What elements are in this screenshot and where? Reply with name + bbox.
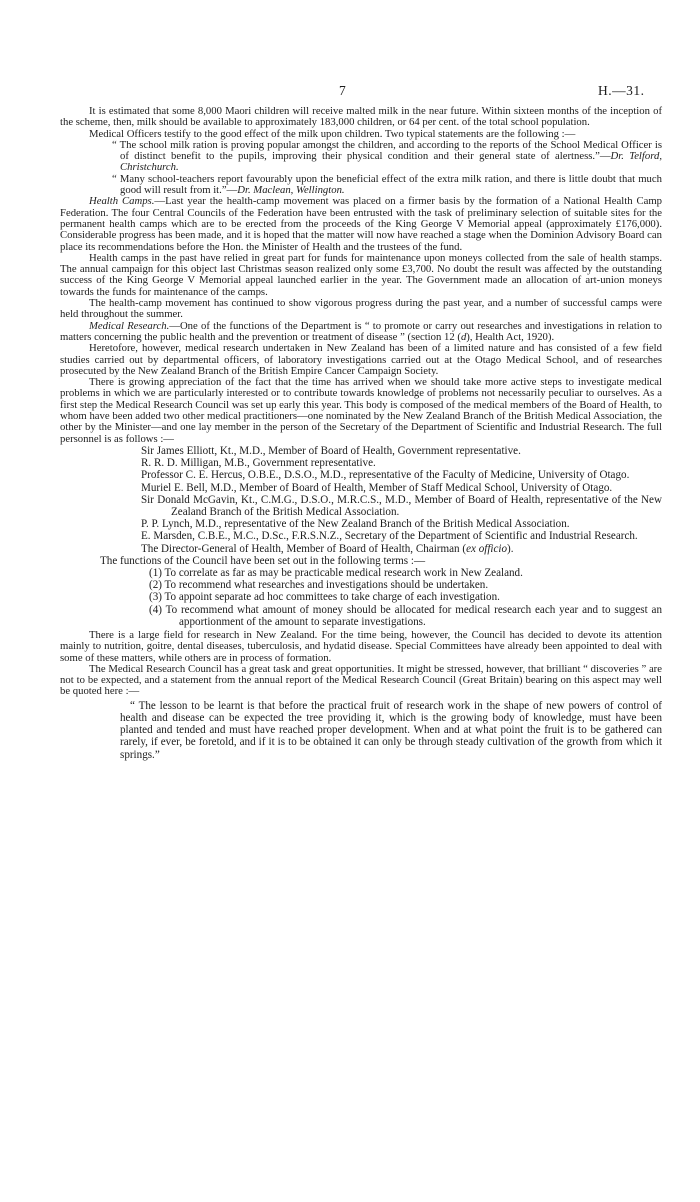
paragraph-large-field: There is a large field for research in New Zealand. For the time being, however, the Council has decided to devote its attention mainly to nutrition, goitre, dental diseases, tuberculosis, and hydatid disease. Special Committees have already been appointed to deal with some of these matters, while others are in process of formation. bbox=[60, 628, 662, 664]
paragraph-health-camp-progress: The health-camp movement has continued to show vigorous progress during the past year, and a number of successful camps were held throughout the summer. bbox=[60, 297, 662, 321]
page-header bbox=[0, 83, 700, 103]
paragraph-medical-research bbox=[60, 321, 662, 344]
paragraph-heretofore: Heretofore, however, medical research undertaken in New Zealand has been of a limited nature and has consisted of a few field studies carried out by departmental officers, of laboratory investigations carried out at the Otago Medical School, and of researches prosecuted by the New Zealand Branch of the British Empire Cancer Campaign Society. bbox=[60, 342, 662, 377]
quote-telford-text: “ The school milk ration is proving popular amongst the children, and according to the reports of the School Medical Officer is of distinct benefit to the pupils, improving their physical condition and their general state of alertness.”— bbox=[112, 138, 662, 163]
list-item: (4) To recommend what amount of money should be allocated for medical research each year and to suggest an apportionment of the amount to separate investigations. bbox=[149, 603, 662, 628]
paragraph-great-task: The Medical Research Council has a great task and great opportunities. It might be stressed, however, that brilliant “ discoveries ” are not to be expected, and a statement from the annual report of the Medical Research Council (Great Britain) bearing on this aspect may well be quoted here :— bbox=[60, 662, 662, 698]
list-item: Sir James Elliott, Kt., M.D., Member of Board of Health, Government representative. bbox=[141, 444, 521, 457]
ex-officio: ex officio bbox=[466, 542, 508, 555]
quote-maclean-author: Dr. Maclean, Wellington. bbox=[237, 184, 345, 197]
list-item: Professor C. E. Hercus, O.B.E., D.S.O., M.D., representative of the Faculty of Medicine, University of Otago. bbox=[141, 469, 630, 482]
quote-maclean bbox=[112, 172, 662, 197]
list-item: (3) To appoint separate ad hoc committees to take charge of each investigation. bbox=[149, 591, 500, 604]
functions-intro: The functions of the Council have been set out in the following terms :— bbox=[100, 554, 426, 567]
list-item: Muriel E. Bell, M.D., Member of Board of Health, Member of Staff Medical School, University of Otago. bbox=[141, 481, 613, 494]
paragraph-maori-milk: It is estimated that some 8,000 Maori children will receive malted milk in the near future. Within sixteen months of the inception of the scheme, then, milk should be available to approximately 183,000 children, or 64 per cent. of the total school population. bbox=[60, 105, 662, 129]
quote-telford-author: Dr. Telford, Christchurch. bbox=[120, 150, 662, 174]
quote-maclean-text: “ Many school-teachers report favourably upon the beneficial effect of the extra milk ration, and there is little doubt that much good will result from it.”— bbox=[112, 172, 662, 197]
personnel-list bbox=[141, 445, 662, 555]
chairman-text-end: ). bbox=[507, 542, 514, 555]
list-item bbox=[141, 543, 662, 555]
paragraph-health-camps bbox=[60, 196, 662, 252]
list-item: (2) To recommend what researches and investigations should be undertaken. bbox=[149, 579, 489, 592]
list-item: R. R. D. Milligan, M.B., Government representative. bbox=[141, 457, 376, 470]
page-body bbox=[60, 106, 662, 761]
medical-research-heading: Medical Research. bbox=[89, 319, 170, 332]
list-item: (1) To correlate as far as may be practicable medical research work in New Zealand. bbox=[149, 566, 523, 579]
paragraph-health-stamps: Health camps in the past have relied in great part for funds for maintenance upon moneys collected from the sale of health stamps. The annual campaign for this object last Christmas season realized only some £3,700. No doubt the result was affected by the outstanding success of the King George V Memorial appeal launched earlier in the year. The Government made an allocation of art-union moneys towards the funds for maintenance of the camps. bbox=[60, 251, 662, 298]
paragraph-growing-appreciation: There is growing appreciation of the fact that the time has arrived when we should take more active steps to investigate medical problems in which we are particularly interested or to contribute towards knowledge of problems not necessarily peculiar to ourselves. As a first step the Medical Research Council was set up early this year. This body is composed of the medical members of the Board of Health, to whom have been added two other medical practitioners—one nominated by the New Zealand Branch of the British Medical Association, the other by the Minister—and one lay member in the person of the Secretary of the Department of Scientific and Industrial Research. The full personnel is as follows :— bbox=[60, 376, 662, 445]
list-item: E. Marsden, C.B.E., M.C., D.Sc., F.R.S.N.Z., Secretary of the Department of Scientific and Industrial Research. bbox=[141, 530, 638, 543]
quote-telford bbox=[112, 138, 662, 174]
quote-mrc-great-britain: “ The lesson to be learnt is that before the practical fruit of research work in the shape of new powers of control of health and disease can be expected the tree providing it, which is the growing body of knowledge, must have been planted and tended and must have reached proper development. When and at what point the fruit is to be gathered can rarely, if ever, be foretold, and if it is to be obtained it can only be through steady cultivation of the growth from which it springs.” bbox=[120, 699, 662, 761]
list-item: P. P. Lynch, M.D., representative of the New Zealand Branch of the British Medical Association. bbox=[141, 518, 570, 531]
list-item: Sir Donald McGavin, Kt., C.M.G., D.S.O., M.R.C.S., M.D., Member of Board of Health, representative of the New Zealand Branch of the British Medical Association. bbox=[141, 493, 662, 518]
health-camps-text: —Last year the health-camp movement was placed on a firmer basis by the formation of a National Health Camp Federation. The four Central Councils of the Federation have been entrusted with the task of preliminary selection of suitable sites for the permanent health camps which are to be erected from the proceeds of the King George V Memorial appeal (approximately £176,000). Considerable progress has been made, and it is hoped that the matter will now have reached a stage when the Dominion Advisory Board can place its recommendations before the Hon. the Minister of Health and the trustees of the fund. bbox=[60, 195, 662, 253]
document-reference: H.—31. bbox=[598, 83, 645, 98]
health-camps-heading: Health Camps. bbox=[89, 195, 155, 208]
paragraph-medical-officers: Medical Officers testify to the good effect of the milk upon children. Two typical statements are the following :— bbox=[89, 127, 576, 140]
medical-research-text: —One of the functions of the Department is “ to promote or carry out researches and investigations in relation to matters concerning the public health and the prevention or treatment of disease ” (section 12 ( bbox=[60, 319, 662, 343]
medical-research-text-end: ), Health Act, 1920). bbox=[466, 330, 555, 343]
chairman-text: The Director-General of Health, Member of Board of Health, Chairman ( bbox=[141, 542, 467, 555]
page-number: 7 bbox=[339, 83, 346, 98]
functions-list bbox=[149, 567, 662, 628]
section-subsection: d bbox=[460, 330, 467, 343]
